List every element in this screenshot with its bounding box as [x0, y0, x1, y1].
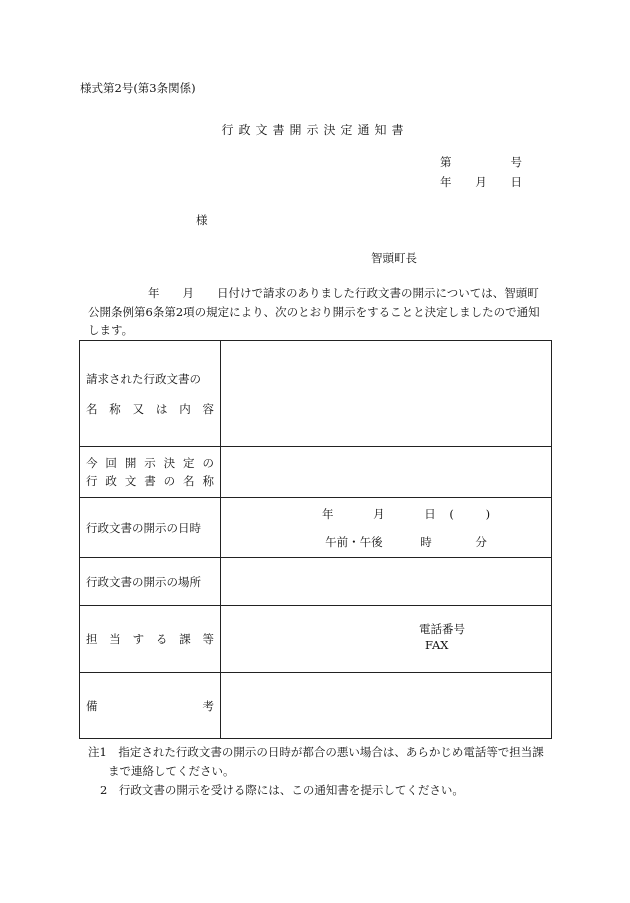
datetime-day: 日 — [424, 506, 436, 521]
label-remarks-text — [86, 698, 214, 714]
table-row-department — [80, 606, 552, 673]
label-char: 称 — [109, 401, 121, 416]
datetime-minute: 分 — [475, 534, 487, 549]
label-location: 行政文書の開示の場所 — [80, 558, 221, 606]
label-char: 定 — [183, 456, 195, 470]
datetime-year: 年 — [321, 506, 334, 521]
note-1-line-1: 注1 指定された行政文書の開示の日時が都合の悪い場合は、あらかじめ電話等で担当課 — [88, 745, 544, 759]
label-char: は — [155, 401, 168, 416]
label-document-name-line1 — [86, 454, 214, 472]
label-char: 今 — [86, 456, 98, 470]
table-row-remarks — [80, 673, 552, 739]
label-requested-line2 — [86, 398, 214, 420]
doc-number-prefix: 第 — [440, 155, 452, 169]
datetime-ampm: 午前・午後 — [325, 534, 383, 549]
datetime-paren-close: ) — [485, 506, 491, 521]
doc-date-year: 年 — [440, 175, 452, 189]
value-datetime[interactable] — [221, 498, 552, 558]
label-document-name-line2 — [86, 472, 214, 490]
doc-number-suffix: 号 — [510, 155, 522, 169]
table-row-location — [80, 558, 552, 606]
addressee-suffix: 様 — [196, 213, 208, 227]
table-row-requested-document — [80, 341, 552, 447]
label-requested-line1: 請求された行政文書の — [86, 371, 201, 386]
label-char: 当 — [109, 632, 121, 646]
label-char: 称 — [202, 474, 214, 488]
label-char: 備 — [86, 698, 98, 713]
datetime-month: 月 — [373, 506, 385, 521]
label-char: 等 — [202, 632, 214, 646]
label-char: 文 — [124, 474, 137, 488]
document-title: 行政文書開示決定通知書 — [221, 123, 409, 137]
label-char: 名 — [86, 401, 98, 416]
label-char: す — [132, 632, 145, 646]
table-row-document-name — [80, 447, 552, 498]
datetime-date-line — [221, 506, 551, 522]
label-char: 担 — [86, 632, 98, 646]
label-datetime: 行政文書の開示の日時 — [80, 498, 221, 558]
label-char: 示 — [144, 456, 156, 470]
label-remarks — [80, 673, 221, 739]
label-char: 又 — [132, 401, 145, 416]
label-requested-document — [80, 341, 221, 447]
note-2: 2 行政文書の開示を受ける際には、この通知書を提示してください。 — [100, 783, 464, 797]
note-1-line-2: まで連絡してください。 — [108, 764, 235, 778]
body-line-1: 年 月 日付けで請求のありました行政文書の開示については、智頭町 — [148, 286, 539, 300]
document-number — [440, 154, 522, 170]
label-char: 決 — [163, 456, 176, 470]
label-department — [80, 606, 221, 673]
disclosure-table — [79, 340, 552, 739]
label-char: 容 — [202, 401, 214, 416]
body-line-3: します。 — [88, 323, 134, 337]
label-department-text — [86, 631, 214, 647]
label-char: 行 — [86, 474, 98, 488]
issuer: 智頭町長 — [371, 251, 417, 265]
label-char: 内 — [179, 401, 191, 416]
form-number: 様式第2号(第3条関係) — [80, 81, 196, 95]
label-char: 課 — [179, 632, 191, 646]
value-location[interactable] — [221, 558, 552, 606]
body-paragraph — [88, 284, 558, 340]
label-char: の — [202, 456, 214, 470]
document-date — [440, 174, 522, 190]
phone-number-label: 電話番号 — [419, 622, 465, 636]
doc-date-month: 月 — [475, 175, 487, 189]
value-document-name[interactable] — [221, 447, 552, 498]
table-row-datetime — [80, 498, 552, 558]
label-char: 政 — [105, 474, 117, 488]
body-line-2: 公開条例第6条第2項の規定により、次のとおり開示をすることと決定しましたので通知 — [88, 304, 540, 319]
label-char: る — [155, 632, 168, 646]
value-requested-document[interactable] — [221, 341, 552, 447]
datetime-hour: 時 — [420, 534, 432, 549]
label-char: 書 — [144, 474, 156, 488]
label-document-name — [80, 447, 221, 498]
notes — [88, 743, 558, 800]
label-char: の — [163, 474, 176, 488]
value-remarks[interactable] — [221, 673, 552, 739]
label-char: 考 — [202, 698, 214, 713]
datetime-time-line — [221, 534, 551, 550]
label-char: 名 — [183, 474, 195, 488]
doc-date-day: 日 — [510, 175, 522, 189]
datetime-paren-open: ( — [449, 506, 454, 521]
label-char: 回 — [105, 456, 117, 470]
fax-label: FAX — [425, 638, 449, 652]
value-department[interactable] — [221, 606, 552, 673]
label-char: 開 — [124, 456, 137, 470]
